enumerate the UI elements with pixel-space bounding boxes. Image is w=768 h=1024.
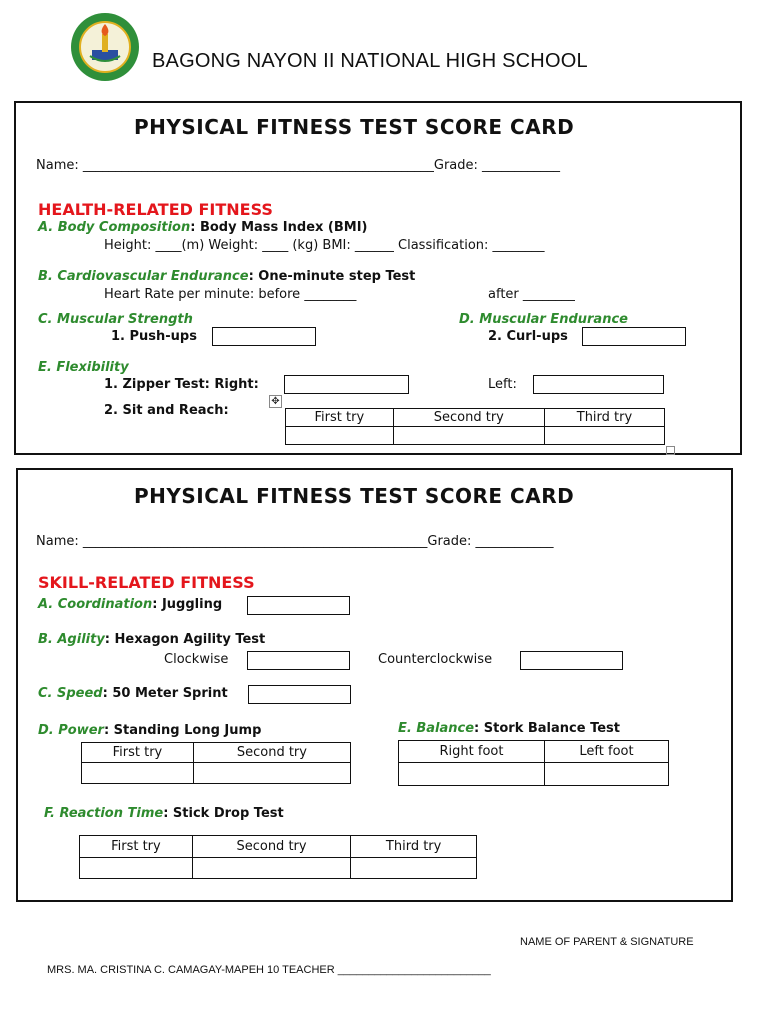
stick-drop-header-first: First try [80,836,193,858]
balance-cell-left[interactable] [544,763,668,786]
long-jump-header-first: First try [82,743,194,763]
long-jump-header-second: Second try [193,743,350,763]
stick-drop-header-second: Second try [192,836,350,858]
speed-label: C. Speed [38,686,103,701]
agility-text: : Hexagon Agility Test [104,632,266,647]
cardio-label: B. Cardiovascular Endurance [38,269,249,284]
coordination-row [38,597,222,612]
push-ups-input[interactable] [212,327,316,346]
card2-name-grade-line: Name: _____________________________________________________Grade: ____________ [36,534,554,549]
table-move-handle-icon[interactable]: ✥ [269,395,282,408]
balance-header-left: Left foot [544,741,668,763]
zipper-test-label: 1. Zipper Test: Right: [104,377,259,392]
body-composition-label: A. Body Composition [38,220,191,235]
reaction-time-row [44,806,284,821]
cardio-row [38,269,415,284]
agility-row [38,632,265,647]
power-row [38,723,261,738]
coordination-text: : Juggling [152,597,223,612]
speed-text: : 50 Meter Sprint [102,686,228,701]
heart-rate-after-line: after ________ [488,287,575,302]
stork-balance-table [398,740,669,786]
heart-rate-before-line: Heart Rate per minute: before ________ [104,287,357,302]
card2-section-heading: SKILL-RELATED FITNESS [38,573,255,592]
zipper-test-row [104,377,259,392]
juggling-input[interactable] [247,596,350,615]
balance-row [398,721,620,736]
school-name: BAGONG NAYON II NATIONAL HIGH SCHOOL [152,50,588,72]
sit-and-reach-label: 2. Sit and Reach: [104,403,229,418]
agility-label: B. Agility [38,632,105,647]
sit-reach-cell-third[interactable] [544,427,664,445]
balance-text: : Stork Balance Test [474,721,620,736]
balance-label: E. Balance [398,721,475,736]
sit-and-reach-table [285,408,665,445]
sit-reach-header-first: First try [286,409,394,427]
speed-row [38,686,228,701]
school-seal-logo [70,12,140,82]
curl-ups-label: 2. Curl-ups [488,329,568,344]
clockwise-input[interactable] [247,651,350,670]
counterclockwise-input[interactable] [520,651,623,670]
bmi-line: Height: ____(m) Weight: ____ (kg) BMI: ______ Classification: ________ [104,238,545,253]
long-jump-table [81,742,351,784]
reaction-time-text: : Stick Drop Test [163,806,284,821]
body-composition-row [38,220,368,235]
stick-drop-table [79,835,477,879]
long-jump-cell-second[interactable] [193,763,350,784]
sprint-input[interactable] [248,685,351,704]
card1-name-grade-line: Name: ______________________________________________________Grade: ____________ [36,158,561,173]
stick-drop-cell-first[interactable] [80,858,193,879]
zipper-left-input[interactable] [533,375,664,394]
balance-header-right: Right foot [399,741,545,763]
stick-drop-header-third: Third try [351,836,477,858]
counterclockwise-label: Counterclockwise [378,652,493,667]
long-jump-cell-first[interactable] [82,763,194,784]
cardio-text: : One-minute step Test [248,269,416,284]
flexibility-label: E. Flexibility [38,360,129,375]
table-resize-handle-icon[interactable] [666,446,675,455]
clockwise-label: Clockwise [164,652,229,667]
balance-cell-right[interactable] [399,763,545,786]
body-composition-text: : Body Mass Index (BMI) [190,220,368,235]
muscular-endurance-label: D. Muscular Endurance [459,312,628,327]
parent-signature-label: NAME OF PARENT & SIGNATURE [520,936,694,948]
sit-reach-cell-first[interactable] [286,427,394,445]
zipper-left-label: Left: [488,377,517,392]
card1-section-heading: HEALTH-RELATED FITNESS [38,200,273,219]
push-ups-label: 1. Push-ups [111,329,197,344]
card1-title: PHYSICAL FITNESS TEST SCORE CARD [134,115,575,139]
card2-title: PHYSICAL FITNESS TEST SCORE CARD [134,484,575,508]
sit-reach-header-third: Third try [544,409,664,427]
reaction-time-label: F. Reaction Time [44,806,164,821]
stick-drop-cell-second[interactable] [192,858,350,879]
sit-reach-header-second: Second try [393,409,544,427]
curl-ups-input[interactable] [582,327,686,346]
power-label: D. Power [38,723,104,738]
coordination-label: A. Coordination [38,597,153,612]
teacher-signature-line: MRS. MA. CRISTINA C. CAMAGAY-MAPEH 10 TEACHER _________________________ [47,964,491,976]
sit-reach-cell-second[interactable] [393,427,544,445]
stick-drop-cell-third[interactable] [351,858,477,879]
power-text: : Standing Long Jump [103,723,262,738]
muscular-strength-label: C. Muscular Strength [38,312,193,327]
zipper-right-input[interactable] [284,375,409,394]
